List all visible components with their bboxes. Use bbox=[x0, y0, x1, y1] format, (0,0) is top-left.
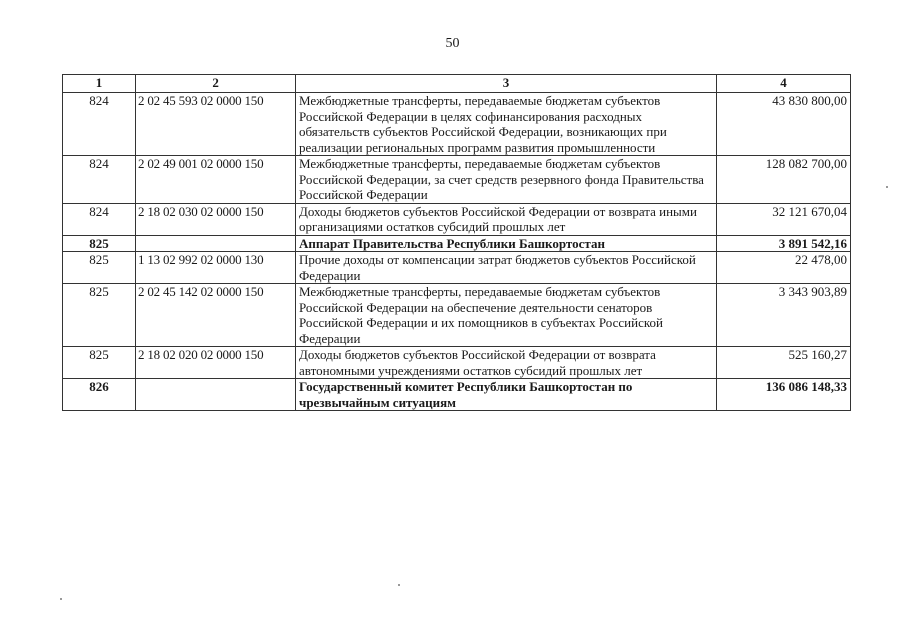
administrator-name-cell: Государственный комитет Республики Башкортостан по чрезвычайным ситуациям bbox=[296, 379, 717, 411]
admin-code-cell: 825 bbox=[63, 252, 136, 284]
amount-cell: 43 830 800,00 bbox=[717, 93, 851, 156]
revenue-table bbox=[62, 74, 851, 411]
table-row bbox=[63, 252, 851, 284]
admin-code-cell: 824 bbox=[63, 203, 136, 235]
kbk-code-cell: 2 02 49 001 02 0000 150 bbox=[136, 156, 296, 204]
amount-cell: 128 082 700,00 bbox=[717, 156, 851, 204]
column-header-2: 2 bbox=[136, 75, 296, 93]
administrator-name-cell: Аппарат Правительства Республики Башкортостан bbox=[296, 235, 717, 252]
admin-code-cell: 825 bbox=[63, 235, 136, 252]
amount-cell: 32 121 670,04 bbox=[717, 203, 851, 235]
kbk-code-cell: 2 02 45 142 02 0000 150 bbox=[136, 284, 296, 347]
revenue-name-cell: Межбюджетные трансферты, передаваемые бюджетам субъектов Российской Федерации, за счет средств резервного фонда Правительства Российской Федерации bbox=[296, 156, 717, 204]
scan-speck bbox=[886, 186, 888, 188]
kbk-code-cell: 2 18 02 030 02 0000 150 bbox=[136, 203, 296, 235]
kbk-code-cell: 2 18 02 020 02 0000 150 bbox=[136, 347, 296, 379]
table-row bbox=[63, 284, 851, 347]
table-row bbox=[63, 347, 851, 379]
table-row bbox=[63, 156, 851, 204]
admin-code-cell: 824 bbox=[63, 93, 136, 156]
table-row bbox=[63, 203, 851, 235]
column-header-4: 4 bbox=[717, 75, 851, 93]
amount-cell: 525 160,27 bbox=[717, 347, 851, 379]
amount-cell: 3 343 903,89 bbox=[717, 284, 851, 347]
amount-cell: 3 891 542,16 bbox=[717, 235, 851, 252]
revenue-name-cell: Межбюджетные трансферты, передаваемые бюджетам субъектов Российской Федерации в целях софинансирования расходных обязательств субъектов Российской Федерации, возникающих при реализации региональных программ развития промышленности bbox=[296, 93, 717, 156]
kbk-code-cell bbox=[136, 235, 296, 252]
kbk-code-cell: 1 13 02 992 02 0000 130 bbox=[136, 252, 296, 284]
admin-code-cell: 826 bbox=[63, 379, 136, 411]
table-row bbox=[63, 93, 851, 156]
kbk-code-cell: 2 02 45 593 02 0000 150 bbox=[136, 93, 296, 156]
amount-cell: 22 478,00 bbox=[717, 252, 851, 284]
scan-speck bbox=[60, 598, 62, 600]
column-header-1: 1 bbox=[63, 75, 136, 93]
page-number: 50 bbox=[445, 36, 460, 51]
table-row-section-total bbox=[63, 235, 851, 252]
column-header-3: 3 bbox=[296, 75, 717, 93]
table-row-section-total bbox=[63, 379, 851, 411]
amount-cell: 136 086 148,33 bbox=[717, 379, 851, 411]
revenue-name-cell: Прочие доходы от компенсации затрат бюджетов субъектов Российской Федерации bbox=[296, 252, 717, 284]
revenue-name-cell: Доходы бюджетов субъектов Российской Федерации от возврата автономными учреждениями остатков субсидий прошлых лет bbox=[296, 347, 717, 379]
admin-code-cell: 824 bbox=[63, 156, 136, 204]
kbk-code-cell bbox=[136, 379, 296, 411]
header-row bbox=[63, 75, 851, 93]
admin-code-cell: 825 bbox=[63, 284, 136, 347]
revenue-name-cell: Доходы бюджетов субъектов Российской Федерации от возврата иными организациями остатков субсидий прошлых лет bbox=[296, 203, 717, 235]
revenue-name-cell: Межбюджетные трансферты, передаваемые бюджетам субъектов Российской Федерации на обеспечение деятельности сенаторов Российской Федерации и их помощников в субъектах Российской Федерации bbox=[296, 284, 717, 347]
scan-speck bbox=[398, 584, 400, 586]
admin-code-cell: 825 bbox=[63, 347, 136, 379]
